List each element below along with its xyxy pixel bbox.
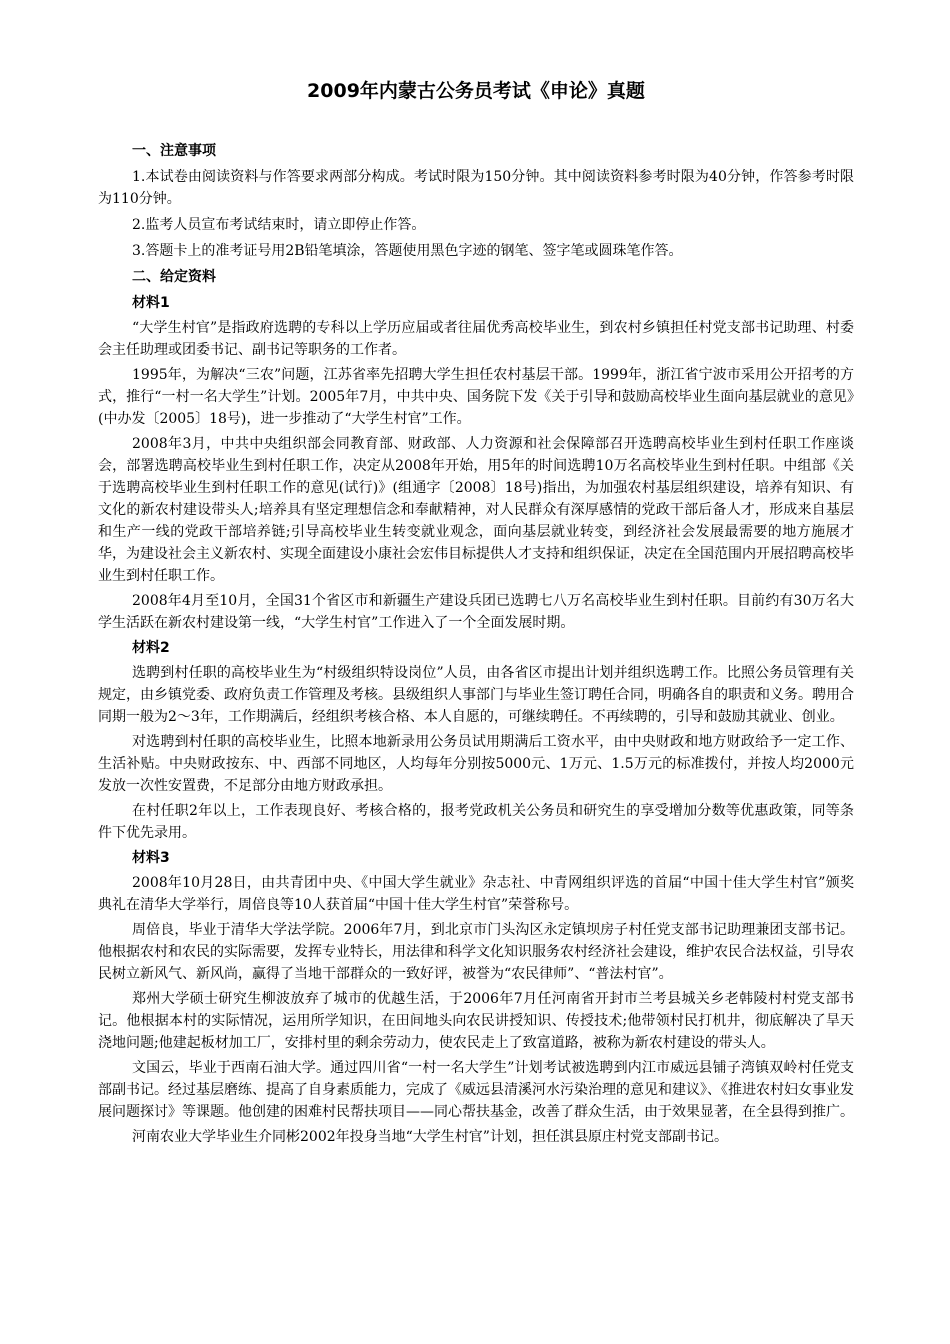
material-3-heading: 材料3: [132, 850, 170, 866]
notice-item: 3.答题卡上的准考证号用2B铅笔填涂，答题使用黑色字迹的钢笔、签字笔或圆珠笔作答。: [132, 243, 683, 259]
material-1-heading: 材料1: [132, 295, 170, 311]
material-3-paragraph: 文国云，毕业于西南石油大学。通过四川省“一村一名大学生”计划考试被选聘到内江市威远县铺子湾镇双岭村任党支部副书记。经过基层磨练、提高了自身素质能力，完成了《威远县清溪河水污染治理的意见和建议》、《推进农村妇女事业发展问题探讨》等课题。他创建的困难村民帮扶项目——同心帮扶基金，改善了群众生活，由于效果显著，在全县得到推广。: [98, 1060, 854, 1120]
material-2-paragraph: 选聘到村任职的高校毕业生为“村级组织特设岗位”人员，由各省区市提出计划并组织选聘工作。比照公务员管理有关规定，由乡镇党委、政府负责工作管理及考核。县级组织人事部门与毕业生签订聘任合同，明确各自的职责和义务。聘用合同期一般为2～3年，工作期满后，经组织考核合格、本人自愿的，可继续聘任。不再续聘的，引导和鼓励其就业、创业。: [98, 665, 854, 725]
material-3-paragraph: 郑州大学硕士研究生柳波放弃了城市的优越生活，于2006年7月任河南省开封市兰考县城关乡老韩陵村村党支部书记。他根据本村的实际情况，运用所学知识，在田间地头向农民讲授知识、传授技术;他带领村民打机井，彻底解决了旱天浇地问题;他建起板材加工厂，安排村里的剩余劳动力，使农民走上了致富道路，被称为新农村建设的带头人。: [98, 991, 854, 1051]
material-1-paragraph: “大学生村官”是指政府选聘的专科以上学历应届或者往届优秀高校毕业生，到农村乡镇担任村党支部书记助理、村委会主任助理或团委书记、副书记等职务的工作者。: [98, 320, 854, 358]
material-1-paragraph: 2008年4月至10月，全国31个省区市和新疆生产建设兵团已选聘七八万名高校毕业生到村任职。目前约有30万名大学生活跃在新农村建设第一线，“大学生村官”工作进入了一个全面发展时期。: [98, 593, 854, 631]
material-1-paragraph: 1995年，为解决“三农”问题，江苏省率先招聘大学生担任农村基层干部。1999年，浙江省宁波市采用公开招考的方式，推行“一村一名大学生”计划。2005年7月，中共中央、国务院下发《关于引导和鼓励高校毕业生面向基层就业的意见》(中办发〔2005〕18号)，进一步推动了“大学生村官”工作。: [98, 367, 854, 427]
material-3-paragraph: 河南农业大学毕业生介同彬2002年投身当地“大学生村官”计划，担任淇县原庄村党支部副书记。: [132, 1129, 728, 1145]
material-2-paragraph: 对选聘到村任职的高校毕业生，比照本地新录用公务员试用期满后工资水平，由中央财政和地方财政给予一定工作、生活补贴。中央财政按东、中、西部不同地区，人均每年分别按5000元、1万元、1.5万元的标准拨付，并按人均2000元发放一次性安置费，不足部分由地方财政承担。: [98, 734, 854, 794]
page-title: 2009年内蒙古公务员考试《申论》真题: [307, 80, 645, 102]
section-heading-materials: 二、给定资料: [132, 269, 216, 285]
material-3-paragraph: 2008年10月28日，由共青团中央、《中国大学生就业》杂志社、中青网组织评选的首届“中国十佳大学生村官”颁奖典礼在清华大学举行，周倍良等10人获首届“中国十佳大学生村官”荣誉称号。: [98, 875, 854, 913]
material-1-paragraph: 2008年3月，中共中央组织部会同教育部、财政部、人力资源和社会保障部召开选聘高校毕业生到村任职工作座谈会，部署选聘高校毕业生到村任职工作，决定从2008年开始，用5年的时间选聘10万名高校毕业生到村任职。中组部《关于选聘高校毕业生到村任职工作的意见(试行)》(组通字〔2008〕18号)指出，为加强农村基层组织建设，培养有知识、有文化的新农村建设带头人;培养具有坚定理想信念和奉献精神，对人民群众有深厚感情的党政干部后备人才，形成来自基层和生产一线的党政干部培养链;引导高校毕业生转变就业观念，面向基层就业转变，到经济社会发展最需要的地方施展才华，为建设社会主义新农村、实现全面建设小康社会宏伟目标提供人才支持和组织保证，决定在全国范围内开展招聘高校毕业生到村任职工作。: [98, 436, 854, 584]
notice-item: 1.本试卷由阅读资料与作答要求两部分构成。考试时限为150分钟。其中阅读资料参考时限为40分钟，作答参考时限为110分钟。: [98, 169, 854, 207]
material-3-paragraph: 周倍良，毕业于清华大学法学院。2006年7月，到北京市门头沟区永定镇坝房子村任党支部书记助理兼团支部书记。他根据农村和农民的实际需要，发挥专业特长，用法律和科学文化知识服务农村经济社会建设，维护农民合法权益，引导农民树立新风气、新风尚，赢得了当地干部群众的一致好评，被誉为“农民律师”、“普法村官”。: [98, 922, 854, 982]
material-2-paragraph: 在村任职2年以上，工作表现良好、考核合格的，报考党政机关公务员和研究生的享受增加分数等优惠政策，同等条件下优先录用。: [98, 803, 854, 841]
material-2-heading: 材料2: [132, 640, 170, 656]
section-heading-notes: 一、注意事项: [132, 143, 216, 159]
notice-item: 2.监考人员宣布考试结束时，请立即停止作答。: [132, 217, 426, 233]
document-page: [98, 78, 854, 1151]
